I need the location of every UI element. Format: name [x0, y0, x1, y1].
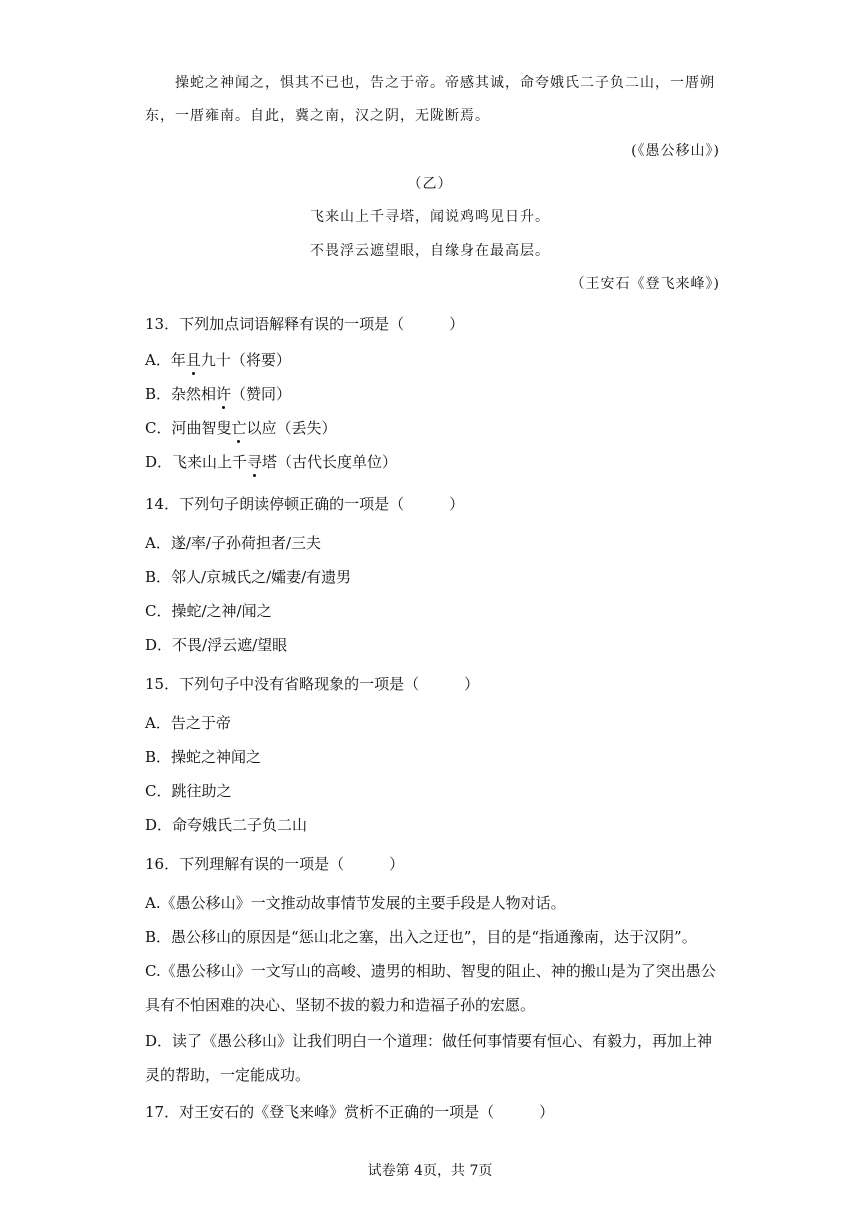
option-text: 塔（古代长度单位）: [262, 453, 398, 471]
question-15-option-c[interactable]: C．跳往助之: [145, 782, 232, 800]
option-text: B．杂然相: [145, 385, 217, 403]
passage-a-source: (《愚公移山》): [631, 143, 720, 159]
question-13-stem: 13．下列加点词语解释有误的一项是（ ）: [145, 315, 465, 333]
question-15-stem: 15．下列句子中没有省略现象的一项是（ ）: [145, 675, 480, 693]
dotted-word: 且: [185, 351, 201, 369]
question-13-option-a[interactable]: [145, 349, 720, 371]
dotted-word: 许: [216, 385, 232, 403]
option-text: A．年: [145, 351, 186, 369]
dotted-word: 亡: [231, 419, 247, 437]
question-13-option-b[interactable]: [145, 383, 720, 405]
poem-line-1: 飞来山上千寻塔，闻说鸡鸣见日升。: [310, 209, 550, 225]
question-13-option-c[interactable]: [145, 417, 720, 439]
question-15-option-b[interactable]: B．操蛇之神闻之: [145, 748, 262, 766]
question-15-option-a[interactable]: A．告之于帝: [145, 714, 231, 732]
question-16-option-d-line-2: 灵的帮助，一定能成功。: [145, 1066, 311, 1084]
question-17-stem: 17．对王安石的《登飞来峰》赏析不正确的一项是（ ）: [145, 1103, 555, 1121]
passage-b-label: （乙）: [407, 176, 453, 192]
page-footer: 试卷第 4页，共 7页: [367, 1163, 493, 1179]
question-14-option-c[interactable]: C．操蛇/之神/闻之: [145, 602, 272, 620]
passage-a-line-1: 操蛇之神闻之，惧其不已也，告之于帝。帝感其诚，命夸娥氏二子负二山，一厝朔: [175, 75, 715, 91]
option-text: D．飞来山上千: [145, 453, 248, 471]
option-text: 九十（将要）: [200, 351, 291, 369]
dotted-word: 寻: [247, 453, 263, 471]
question-14-option-a[interactable]: A．遂/率/子孙荷担者/三夫: [145, 534, 321, 552]
question-16-option-d-line-1[interactable]: D．读了《愚公移山》让我们明白一个道理：做任何事情要有恒心、有毅力，再加上神: [145, 1032, 713, 1050]
question-16-stem: 16．下列理解有误的一项是（ ）: [145, 855, 405, 873]
question-15-option-d[interactable]: D．命夸娥氏二子负二山: [145, 816, 308, 834]
passage-a-line-2: 东，一厝雍南。自此，冀之南，汉之阴，无陇断焉。: [145, 108, 490, 124]
question-13-option-d[interactable]: [145, 451, 720, 473]
poem-line-2: 不畏浮云遮望眼，自缘身在最高层。: [310, 243, 550, 259]
question-16-option-c-line-1[interactable]: C.《愚公移山》一文写山的高峻、遗男的相助、智叟的阻止、神的搬山是为了突出愚公: [145, 962, 716, 980]
question-14-stem: 14．下列句子朗读停顿正确的一项是（ ）: [145, 495, 465, 513]
question-16-option-a[interactable]: A.《愚公移山》一文推动故事情节发展的主要手段是人物对话。: [145, 894, 566, 912]
question-16-option-b[interactable]: B．愚公移山的原因是“惩山北之塞，出入之迂也”，目的是“指通豫南，达于汉阴”。: [145, 928, 697, 946]
question-16-option-c-line-2: 具有不怕困难的决心、坚韧不拔的毅力和造福子孙的宏愿。: [145, 996, 536, 1014]
question-14-option-d[interactable]: D．不畏/浮云遮/望眼: [145, 636, 288, 654]
question-14-option-b[interactable]: B．邻人/京城氏之/孀妻/有遗男: [145, 568, 352, 586]
option-text: 以应（丢失）: [246, 419, 337, 437]
option-text: C．河曲智叟: [145, 419, 232, 437]
passage-b-source: （王安石《登飞来峰》): [570, 276, 720, 292]
option-text: （赞同）: [231, 385, 292, 403]
